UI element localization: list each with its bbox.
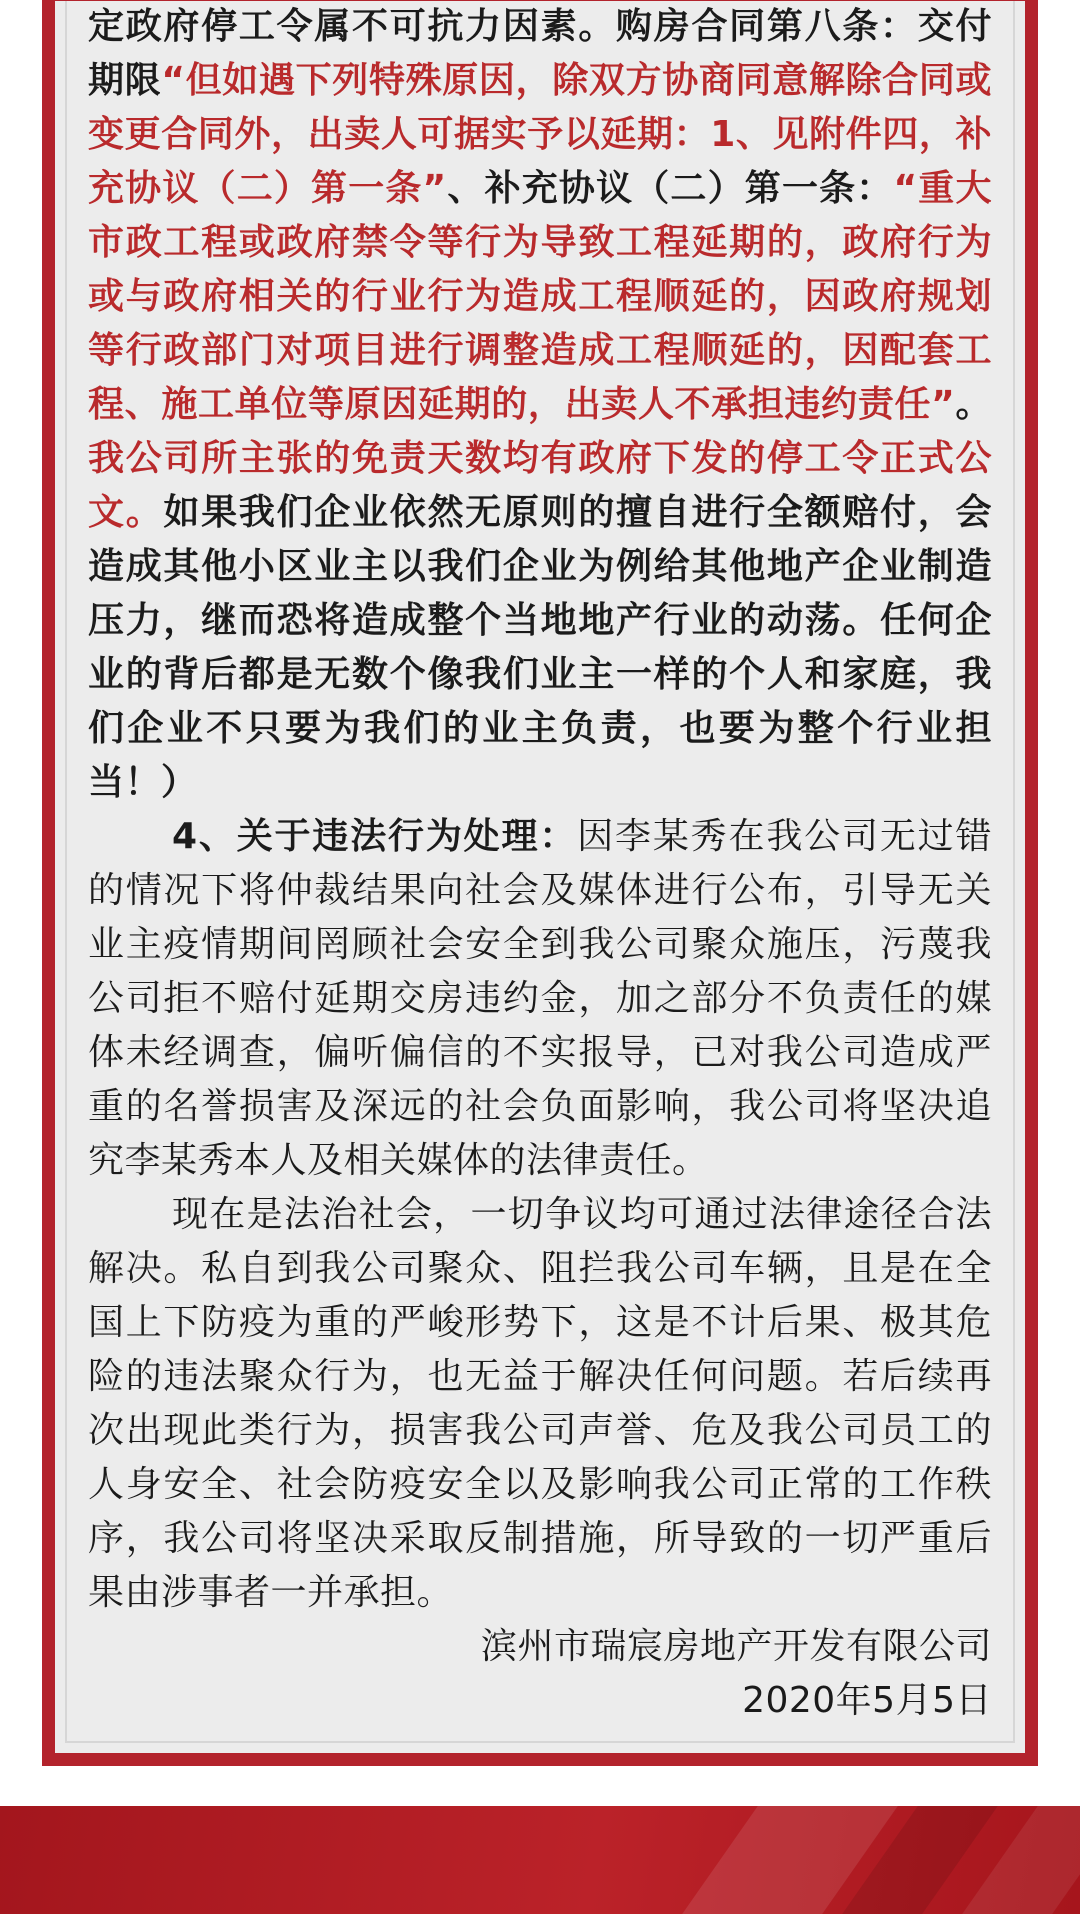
paragraph-rule-of-law: 现在是法治社会，一切争议均可通过法律途径合法解决。私自到我公司聚众、阻拦我公司车辆，且是在全国上下防疫为重的严峻形势下，这是不计后果、极其危险的违法聚众行为，也无益于解决任何问题。若后续再次出现此类行为，损害我公司声誉、危及我公司员工的人身安全、社会防疫安全以及影响我公司正常的工作秩序，我公司将坚决采取反制措施，所导致的一切严重后果由涉事者一并承担。 <box>88 1194 992 1613</box>
section-heading: 4、关于违法行为处理： <box>172 816 578 857</box>
run: “重大市政工程或政府禁令等行为导致工程延期的，政府行为或与政府相关的行业行为造成工程顺延的，因政府规划等行政部门对项目进行调整造成工程顺延的，因配套工程、施工单位等原因延期的，出卖人不承担违约责任” <box>88 168 992 425</box>
run: 如果我们企业依然无原则的擅自进行全额赔付，会造成其他小区业主以我们企业为例给其他地产企业制造压力，继而恐将造成整个当地地产行业的动荡。任何企业的背后都是无数个像我们业主一样的个人和家庭，我们企业不只要为我们的业主负责，也要为整个行业担当！） <box>88 492 992 803</box>
notice-text <box>88 0 992 1728</box>
section-body: 因李某秀在我公司无过错的情况下将仲裁结果向社会及媒体进行公布，引导无关业主疫情期间罔顾社会安全到我公司聚众施压，污蔑我公司拒不赔付延期交房违约金，加之部分不负责任的媒体未经调查，偏听偏信的不实报导，已对我公司造成严重的名誉损害及深远的社会负面影响，我公司将坚决追究李某秀本人及相关媒体的法律责任。 <box>88 816 992 1181</box>
company-signature: 滨州市瑞宸房地产开发有限公司 <box>480 1626 992 1667</box>
run: 我公司所主张的免责天数均有政府下发的停工令正式公文。 <box>88 438 992 533</box>
paragraph-illegal-behavior <box>88 810 992 1188</box>
run: 、补充协议（二）第一条： <box>446 168 894 209</box>
run: “但如遇下列特殊原因，除双方协商同意解除合同或变更合同外，出卖人可据实予以延期：1、见附件四，补充协议（二）第一条” <box>88 60 992 209</box>
signature-date: 2020年5月5日 <box>742 1680 992 1721</box>
footer-banner <box>0 1806 1080 1914</box>
run: 。 <box>955 384 992 425</box>
run: 定政府停工令属不可抗力因素。购房合同第八条：交付期限 <box>88 6 992 101</box>
paragraph-contract-clause <box>88 0 992 810</box>
